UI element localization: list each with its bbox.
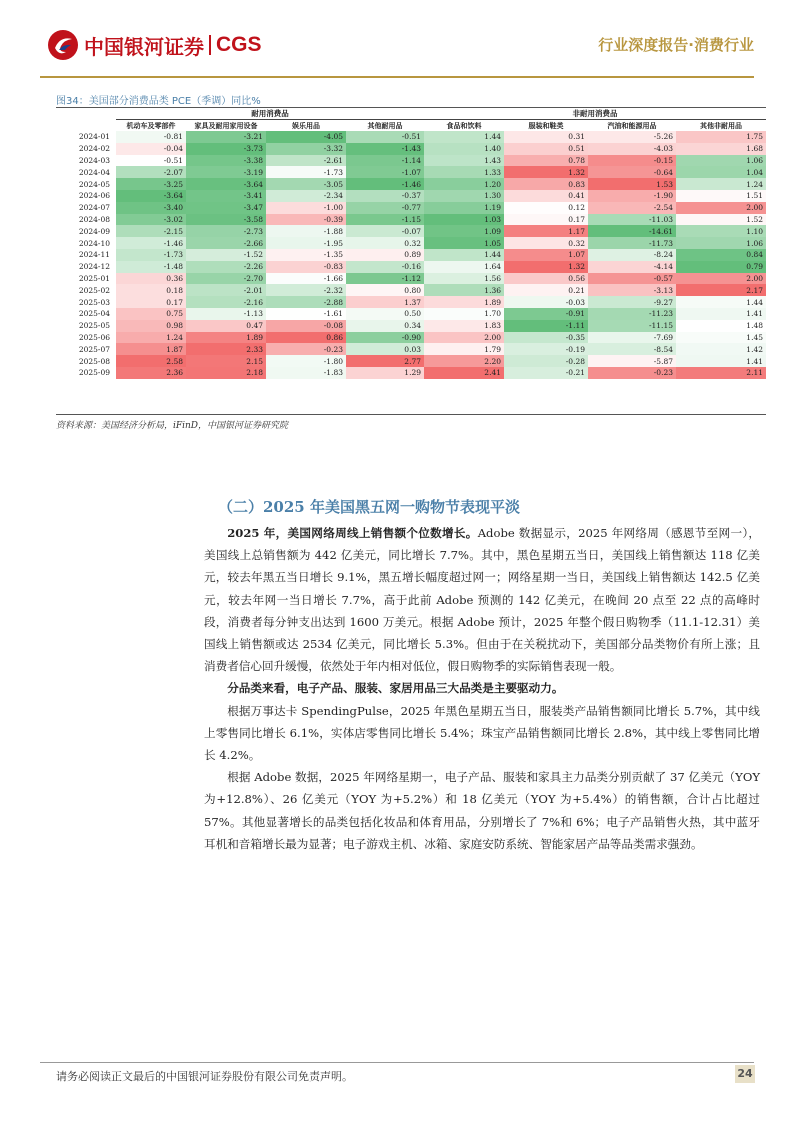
report-category: 行业深度报告·消费行业 <box>598 36 754 54</box>
table-cell: -0.15 <box>588 155 676 167</box>
table-cell: -2.07 <box>116 166 186 178</box>
table-row <box>56 131 766 143</box>
table-cell: 1.41 <box>676 308 766 320</box>
table-cell: -7.69 <box>588 332 676 344</box>
table-cell: 0.31 <box>504 131 588 143</box>
paragraph-2-lead: 分品类来看，电子产品、服装、家居用品三大品类是主要驱动力。 <box>227 681 564 696</box>
table-cell: 1.52 <box>676 214 766 226</box>
table-cell: 2.20 <box>424 355 504 367</box>
table-cell: -3.32 <box>266 143 346 155</box>
table-cell: 1.32 <box>504 166 588 178</box>
table-cell: 0.18 <box>116 284 186 296</box>
table-cell: -3.41 <box>186 190 266 202</box>
table-cell: -1.43 <box>346 143 424 155</box>
table-row <box>56 284 766 296</box>
table-cell: 2.18 <box>186 367 266 379</box>
table-cell: -4.05 <box>266 131 346 143</box>
table-cell: 0.78 <box>504 155 588 167</box>
table-cell: 1.09 <box>424 225 504 237</box>
column-header: 汽油和能源用品 <box>607 120 657 130</box>
table-cell: 0.36 <box>116 273 186 285</box>
figure-source-note: 资料来源：美国经济分析局，iFinD，中国银河证券研究院 <box>56 421 289 431</box>
row-date: 2024-08 <box>78 214 110 224</box>
table-cell: 1.56 <box>424 273 504 285</box>
row-date: 2024-06 <box>78 191 110 201</box>
table-cell: 0.75 <box>116 308 186 320</box>
table-cell: -0.51 <box>116 155 186 167</box>
table-cell: -1.14 <box>346 155 424 167</box>
table-cell: 1.44 <box>676 296 766 308</box>
table-cell: -5.26 <box>588 131 676 143</box>
table-cell: -1.12 <box>346 273 424 285</box>
table-cell: -1.61 <box>266 308 346 320</box>
table-cell: -0.91 <box>504 308 588 320</box>
table-cell: 0.89 <box>346 249 424 261</box>
table-cell: 0.12 <box>504 202 588 214</box>
table-cell: 1.64 <box>424 261 504 273</box>
table-cell: 1.29 <box>346 367 424 379</box>
table-cell: -14.61 <box>588 225 676 237</box>
table-cell: -0.77 <box>346 202 424 214</box>
figure-bottom-rule <box>56 414 766 415</box>
table-cell: -0.23 <box>588 367 676 379</box>
table-cell: -1.88 <box>266 225 346 237</box>
table-cell: -1.95 <box>266 237 346 249</box>
table-cell: -2.61 <box>266 155 346 167</box>
table-cell: -3.40 <box>116 202 186 214</box>
table-cell: -1.11 <box>504 320 588 332</box>
table-cell: -2.66 <box>186 237 266 249</box>
table-cell: -1.83 <box>266 367 346 379</box>
paragraph-3: 根据万事达卡 SpendingPulse，2025 年黑色星期五当日，服装类产品销售额同比增长 5.7%，其中线上零售同比增长 6.1%，实体店零售同比增长 5.4%；珠宝产品销售额同比增长 2.8%，其中线上零售同比增长 4.2%。 <box>204 703 760 763</box>
table-cell: 1.83 <box>424 320 504 332</box>
table-cell: -1.52 <box>186 249 266 261</box>
table-cell: 0.79 <box>676 261 766 273</box>
table-cell: 1.70 <box>424 308 504 320</box>
table-row <box>56 178 766 190</box>
table-cell: 1.41 <box>676 355 766 367</box>
table-cell: -0.83 <box>266 261 346 273</box>
table-cell: -3.02 <box>116 214 186 226</box>
table-cell: -3.25 <box>116 178 186 190</box>
table-cell: -1.46 <box>116 237 186 249</box>
logo-chinese-name: 中国银河证券 <box>84 34 204 59</box>
table-cell: 1.06 <box>676 155 766 167</box>
table-row <box>56 225 766 237</box>
table-cell: -1.66 <box>266 273 346 285</box>
table-cell: 2.77 <box>346 355 424 367</box>
table-cell: -0.23 <box>266 343 346 355</box>
row-date: 2025-09 <box>78 368 110 378</box>
table-group-header-row <box>56 108 766 120</box>
table-cell: 0.56 <box>504 273 588 285</box>
group-nondurable-header: 非耐用消费品 <box>424 108 766 120</box>
row-date: 2024-03 <box>78 155 110 165</box>
table-cell: 2.33 <box>186 343 266 355</box>
column-header: 食品和饮料 <box>446 120 482 130</box>
table-row <box>56 214 766 226</box>
table-cell: -2.88 <box>266 296 346 308</box>
row-date: 2025-01 <box>78 273 110 283</box>
table-row <box>56 190 766 202</box>
table-cell: 2.11 <box>676 367 766 379</box>
row-date: 2024-10 <box>78 238 110 248</box>
table-cell: 1.53 <box>588 178 676 190</box>
row-date: 2025-04 <box>78 309 110 319</box>
table-row <box>56 155 766 167</box>
cgs-logo-icon <box>46 28 80 62</box>
table-row <box>56 249 766 261</box>
table-cell: 1.68 <box>676 143 766 155</box>
table-cell: -0.64 <box>588 166 676 178</box>
table-cell: 0.21 <box>504 284 588 296</box>
table-cell: -1.00 <box>266 202 346 214</box>
table-cell: 0.86 <box>266 332 346 344</box>
figure-title: 图34：美国部分消费品类 PCE（季调）同比% <box>56 96 261 107</box>
table-cell: 0.98 <box>116 320 186 332</box>
table-cell: 0.17 <box>116 296 186 308</box>
table-cell: 2.36 <box>116 367 186 379</box>
table-cell: -0.08 <box>266 320 346 332</box>
logo-english-name: CGS <box>216 33 262 56</box>
table-row <box>56 261 766 273</box>
row-date: 2024-11 <box>78 250 110 260</box>
table-cell: -0.28 <box>504 355 588 367</box>
table-cell: -1.48 <box>116 261 186 273</box>
table-cell: -1.90 <box>588 190 676 202</box>
table-cell: 1.45 <box>676 332 766 344</box>
table-cell: -0.81 <box>116 131 186 143</box>
table-row <box>56 296 766 308</box>
table-cell: 1.20 <box>424 178 504 190</box>
row-date: 2024-12 <box>78 262 110 272</box>
table-cell: -2.16 <box>186 296 266 308</box>
table-column-header-row <box>56 120 766 132</box>
table-cell: -4.03 <box>588 143 676 155</box>
table-cell: 1.79 <box>424 343 504 355</box>
table-cell: 1.05 <box>424 237 504 249</box>
table-cell: -11.23 <box>588 308 676 320</box>
table-cell: -0.19 <box>504 343 588 355</box>
table-cell: 1.44 <box>424 249 504 261</box>
table-cell: -0.39 <box>266 214 346 226</box>
table-cell: -1.13 <box>186 308 266 320</box>
table-cell: -0.37 <box>346 190 424 202</box>
table-row <box>56 202 766 214</box>
table-cell: 1.10 <box>676 225 766 237</box>
table-cell: 0.34 <box>346 320 424 332</box>
table-cell: -0.57 <box>588 273 676 285</box>
table-cell: 1.40 <box>424 143 504 155</box>
table-cell: -3.38 <box>186 155 266 167</box>
table-cell: 1.48 <box>676 320 766 332</box>
group-durable-header: 耐用消费品 <box>116 108 424 120</box>
table-cell: 2.15 <box>186 355 266 367</box>
table-cell: -0.35 <box>504 332 588 344</box>
table-cell: -2.34 <box>266 190 346 202</box>
table-cell: 1.37 <box>346 296 424 308</box>
paragraph-1-rest: Adobe 数据显示，2025 年网络周（感恩节至网一），美国线上总销售额为 442 亿美元，同比增长 7.7%。其中，黑色星期五当日，美国线上销售额达 118 亿美元，较去年黑五当日增长 9.1%，黑五增长幅度超过网一；网络星期一当日，美国线上销售额达 142.5 亿美元，较去年网一当日增长 7.7%，高于此前 Adobe 预测的 142 亿美元，在晚间 20 点至 22 点的高峰时段，消费者每分钟支出达到 1600 万美元。根据 Adobe 预计，2025 年整个假日购物季（11.1-12.31）美国线上销售额或达 2534 亿美元，同比增长 5.3%。但由于在关税扰动下，美国部分品类物价有所上涨；且消费者信心回升缓慢，依然处于年内相对低位，假日购物季的实际销售表现一般。 <box>204 526 761 674</box>
table-row <box>56 367 766 379</box>
table-cell: 1.24 <box>676 178 766 190</box>
table-cell: 1.32 <box>504 261 588 273</box>
table-cell: 0.80 <box>346 284 424 296</box>
table-cell: -3.58 <box>186 214 266 226</box>
table-cell: -1.46 <box>346 178 424 190</box>
table-cell: 1.06 <box>676 237 766 249</box>
table-cell: -2.73 <box>186 225 266 237</box>
table-cell: 1.89 <box>186 332 266 344</box>
table-cell: -9.27 <box>588 296 676 308</box>
table-cell: 0.17 <box>504 214 588 226</box>
row-date: 2025-02 <box>78 285 110 295</box>
table-cell: -1.80 <box>266 355 346 367</box>
table-cell: 1.07 <box>504 249 588 261</box>
table-cell: 0.84 <box>676 249 766 261</box>
table-cell: -3.05 <box>266 178 346 190</box>
table-cell: -3.13 <box>588 284 676 296</box>
table-cell: -1.15 <box>346 214 424 226</box>
table-cell: -0.04 <box>116 143 186 155</box>
paragraph-1-lead: 2025 年，美国网络周线上销售额个位数增长。 <box>227 526 478 540</box>
row-date: 2025-06 <box>78 332 110 342</box>
table-cell: 1.33 <box>424 166 504 178</box>
table-cell: 1.04 <box>676 166 766 178</box>
table-cell: -3.21 <box>186 131 266 143</box>
table-row <box>56 273 766 285</box>
table-cell: -0.51 <box>346 131 424 143</box>
table-cell: -8.24 <box>588 249 676 261</box>
table-cell: 1.51 <box>676 190 766 202</box>
page-number: 24 <box>735 1065 755 1083</box>
table-row <box>56 143 766 155</box>
column-header: 服装和鞋类 <box>528 120 564 130</box>
column-header: 娱乐用品 <box>292 120 320 130</box>
table-cell: 0.50 <box>346 308 424 320</box>
table-cell: -2.54 <box>588 202 676 214</box>
paragraph-2 <box>204 677 760 699</box>
row-date: 2024-09 <box>78 226 110 236</box>
footer-divider <box>40 1062 754 1063</box>
table-cell: 0.47 <box>186 320 266 332</box>
table-cell: -3.64 <box>116 190 186 202</box>
column-header: 其他非耐用品 <box>700 120 742 130</box>
table-cell: 1.75 <box>676 131 766 143</box>
table-cell: 1.42 <box>676 343 766 355</box>
table-cell: 0.83 <box>504 178 588 190</box>
table-row <box>56 320 766 332</box>
table-cell: -2.32 <box>266 284 346 296</box>
row-date: 2025-08 <box>78 356 110 366</box>
table-cell: 0.32 <box>346 237 424 249</box>
paragraph-1 <box>204 522 760 677</box>
table-cell: 2.58 <box>116 355 186 367</box>
table-cell: -5.87 <box>588 355 676 367</box>
table-cell: -11.03 <box>588 214 676 226</box>
table-cell: 1.43 <box>424 155 504 167</box>
table-cell: 2.00 <box>676 202 766 214</box>
row-date: 2024-05 <box>78 179 110 189</box>
body-text <box>204 522 760 855</box>
table-cell: -1.35 <box>266 249 346 261</box>
table-cell: 2.17 <box>676 284 766 296</box>
table-cell: 1.87 <box>116 343 186 355</box>
column-header: 家具及耐用家用设备 <box>194 120 258 130</box>
table-cell: 1.24 <box>116 332 186 344</box>
table-cell: -3.73 <box>186 143 266 155</box>
table-cell: 0.41 <box>504 190 588 202</box>
table-row <box>56 166 766 178</box>
table-cell: 0.51 <box>504 143 588 155</box>
row-date: 2025-07 <box>78 344 110 354</box>
table-row <box>56 237 766 249</box>
table-cell: 2.41 <box>424 367 504 379</box>
table-cell: 0.32 <box>504 237 588 249</box>
table-cell: 1.17 <box>504 225 588 237</box>
logo-separator <box>209 35 211 55</box>
table-cell: 1.30 <box>424 190 504 202</box>
table-cell: -0.90 <box>346 332 424 344</box>
table-cell: -3.19 <box>186 166 266 178</box>
table-cell: -3.47 <box>186 202 266 214</box>
column-header: 其他耐用品 <box>367 120 403 130</box>
row-date: 2024-01 <box>78 132 110 142</box>
row-date: 2025-03 <box>78 297 110 307</box>
table-cell: -1.73 <box>116 249 186 261</box>
table-row <box>56 308 766 320</box>
table-cell: -2.26 <box>186 261 266 273</box>
table-cell: 1.19 <box>424 202 504 214</box>
company-logo <box>46 28 262 62</box>
table-cell: -0.16 <box>346 261 424 273</box>
table-cell: -8.54 <box>588 343 676 355</box>
row-date: 2024-07 <box>78 203 110 213</box>
row-date: 2024-04 <box>78 167 110 177</box>
table-row <box>56 343 766 355</box>
table-cell: -2.70 <box>186 273 266 285</box>
table-cell: -1.73 <box>266 166 346 178</box>
table-cell: -2.15 <box>116 225 186 237</box>
row-date: 2025-05 <box>78 321 110 331</box>
table-cell: 1.36 <box>424 284 504 296</box>
table-row <box>56 332 766 344</box>
table-cell: -1.07 <box>346 166 424 178</box>
paragraph-4: 根据 Adobe 数据，2025 年网络星期一，电子产品、服装和家具主力品类分别贡献了 37 亿美元（YOY 为+12.8%）、26 亿美元（YOY 为+5.2%）和 18 亿美元（YOY 为+5.4%）的销售额，合计占比超过 57%。其他显著增长的品类包括化妆品和体育用品，分别增长了 7%和 6%；电子产品销售火热，其中蓝牙耳机和音箱增长最为显著；电子游戏主机、冰箱、家庭安防系统、智能家居产品等品类需求强劲。 <box>204 770 760 851</box>
section-heading: （二）2025 年美国黑五网一购物节表现平淡 <box>218 498 520 516</box>
table-cell: -3.64 <box>186 178 266 190</box>
footer-disclaimer: 请务必阅读正文最后的中国银河证券股份有限公司免责声明。 <box>56 1070 353 1083</box>
header-divider <box>40 76 754 78</box>
column-header: 机动车及零部件 <box>126 120 176 130</box>
table-cell: 1.89 <box>424 296 504 308</box>
table-cell: -11.73 <box>588 237 676 249</box>
table-row <box>56 355 766 367</box>
table-cell: -0.03 <box>504 296 588 308</box>
pce-heatmap-table <box>56 108 766 379</box>
table-cell: 0.03 <box>346 343 424 355</box>
table-cell: 1.44 <box>424 131 504 143</box>
table-cell: -0.07 <box>346 225 424 237</box>
row-date: 2024-02 <box>78 144 110 154</box>
table-cell: -0.21 <box>504 367 588 379</box>
table-cell: -11.15 <box>588 320 676 332</box>
table-cell: 2.00 <box>676 273 766 285</box>
table-cell: -2.01 <box>186 284 266 296</box>
page-header <box>0 0 794 90</box>
table-cell: 2.00 <box>424 332 504 344</box>
table-cell: 1.03 <box>424 214 504 226</box>
table-cell: -4.14 <box>588 261 676 273</box>
